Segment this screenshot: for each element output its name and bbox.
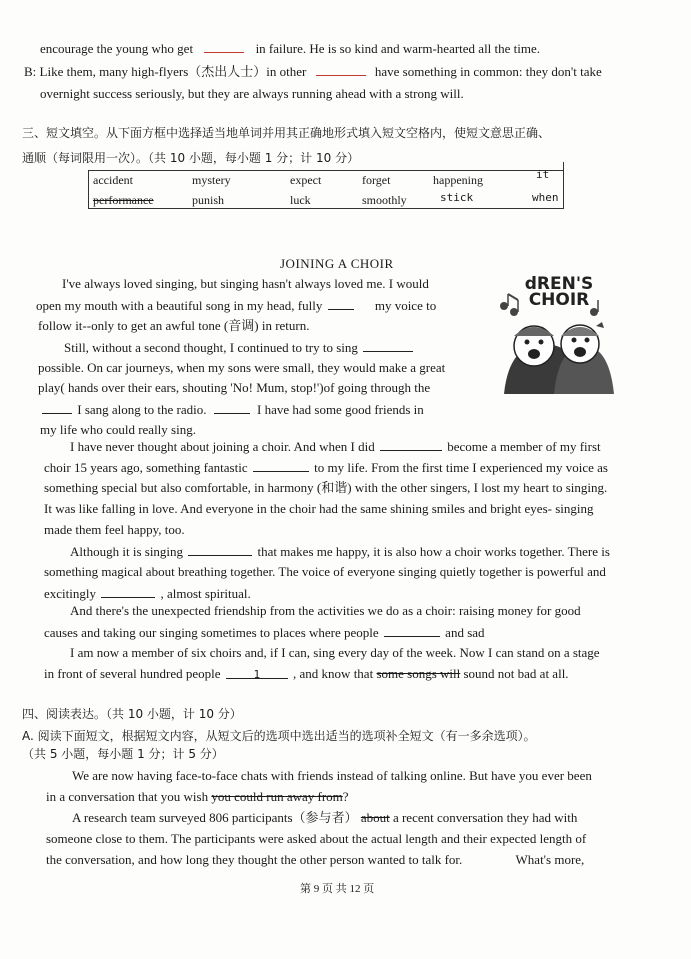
text: and sad (445, 625, 485, 640)
passage-line: I am now a member of six choirs and, if I can, sing every day of the week. Now I can stand on a stage (70, 645, 600, 660)
word-option: happening (433, 173, 483, 187)
text: open my mouth with a beautiful song in my head, fully (36, 298, 323, 313)
text: Although it is singing (70, 544, 184, 559)
text: I sang along to the radio. (77, 402, 207, 417)
answer-blank[interactable] (214, 401, 250, 414)
text: sound not bad at all. (463, 666, 569, 681)
text: in a conversation that you wish (46, 789, 209, 804)
section4-heading: 四、阅读表达。（共 10 小题，计 10 分） (22, 707, 242, 721)
text: in front of several hundred people (44, 666, 221, 681)
passage-line (70, 438, 601, 455)
answer-blank[interactable] (226, 666, 288, 679)
passage-line: my life who could really sing. (40, 422, 196, 437)
text: , almost spiritual. (160, 586, 251, 601)
passage-line: made them feel happy, too. (44, 522, 185, 537)
passage-line: something magical about breathing together. The voice of everyone singing quietly together is powerful and (44, 564, 606, 579)
word-box-top (88, 170, 564, 171)
section4-instruction-cont: （共 5 小题，每小题 1 分；计 5 分） (22, 747, 224, 761)
text: a recent conversation they had with (392, 810, 578, 825)
passage-line (70, 543, 610, 560)
word-box-right (563, 162, 564, 208)
passage-line: And there's the unexpected friendship from the activities we do as a choir: raising money for good (70, 603, 581, 618)
text: excitingly (44, 586, 96, 601)
choir-logo-text: dREN'S CHOIR (524, 274, 600, 310)
word-option: mystery (192, 173, 231, 187)
childrens-choir-illustration (484, 274, 614, 394)
answer-blank[interactable] (42, 401, 72, 414)
answer-blank[interactable] (253, 459, 309, 472)
passage-line: It was like falling in love. And everyone in the choir had the same shining smiles and bright eyes- singing (44, 501, 594, 516)
passage-line (36, 297, 436, 314)
word-option: expect (290, 173, 322, 187)
text: Still, without a second thought, I continued to try to sing (64, 340, 358, 355)
passage-line (44, 624, 485, 641)
word-option: smoothly (362, 193, 407, 207)
answer-blank[interactable] (316, 63, 366, 76)
text: that makes me happy, it is also how a choir works together. There is (257, 544, 610, 559)
text: A research team surveyed 806 participants（参与者） (72, 810, 358, 825)
page-number: 第 9 页 共 12 页 (300, 883, 375, 895)
word-option: performance (93, 193, 154, 207)
text: B: Like them, many high-flyers（杰出人士）in other (24, 64, 307, 79)
word-box-bottom (88, 208, 564, 209)
passage-line (44, 459, 608, 476)
passage-line (40, 401, 424, 418)
reading-line: someone close to them. The participants were asked about the actual length and their expected length of (46, 831, 587, 846)
word-box-left (88, 170, 89, 208)
section4-instruction: A. 阅读下面短文，根据短文内容，从短文后的选项中选出适当的选项补全短文（有一多余选项）。 (22, 729, 536, 743)
text: the conversation, and how long they thought the other person wanted to talk for. (46, 852, 463, 867)
struck-text: you could run away from (211, 789, 343, 804)
text: causes and taking our singing sometimes to places where people (44, 625, 379, 640)
text: choir 15 years ago, something fantastic (44, 460, 248, 475)
section3-heading-cont: 通顺（每词限用一次）。（共 10 小题，每小题 1 分；计 10 分） (22, 151, 360, 165)
passage-title: JOINING A CHOIR (280, 256, 394, 271)
dialogue-line (40, 40, 540, 57)
dialogue-line: overnight success seriously, but they are always running ahead with a strong will. (40, 86, 464, 101)
passage-line (64, 339, 415, 356)
answer-blank[interactable] (363, 339, 413, 352)
passage-line (44, 666, 569, 682)
text: to my life. From the first time I experienced my voice as (314, 460, 608, 475)
answer-blank[interactable] (188, 543, 252, 556)
passage-line: I've always loved singing, but singing hasn't always loved me. I would (62, 276, 429, 291)
handwritten-answer: 1 (253, 668, 261, 681)
word-option: it (536, 168, 550, 181)
reading-line: We are now having face-to-face chats with friends instead of talking online. But have you ever been (72, 768, 592, 783)
reading-line (72, 810, 577, 826)
answer-blank[interactable] (328, 297, 354, 310)
answer-blank[interactable] (204, 40, 244, 53)
text: my voice to (374, 298, 437, 313)
word-option: when (532, 191, 559, 204)
passage-line: play( hands over their ears, shouting 'No! Mum, stop!')of going through the (38, 380, 431, 395)
passage-line: possible. On car journeys, when my sons were small, they would make a great (38, 360, 446, 375)
passage-line: follow it--only to get an awful tone (音调) in return. (38, 318, 310, 333)
word-option: punish (192, 193, 225, 207)
answer-blank[interactable] (101, 585, 155, 598)
text: What's more, (515, 852, 585, 867)
reading-line (46, 852, 584, 868)
text: , and know that (293, 666, 374, 681)
word-option: luck (290, 193, 311, 207)
text: become a member of my first (447, 439, 601, 454)
text: ? (342, 789, 349, 804)
answer-blank[interactable] (380, 438, 442, 451)
passage-line: something special but also comfortable, in harmony (和谐) with the other singers, I lost my heart to singing. (44, 480, 608, 495)
reading-line (46, 789, 349, 805)
struck-text: some songs will (376, 666, 461, 681)
word-option: forget (362, 173, 391, 187)
text: encourage the young who get (40, 41, 194, 56)
section3-heading: 三、短文填空。从下面方框中选择适当地单词并用其正确地形式填入短文空格内，使短文意思正确、 (22, 126, 551, 140)
word-option: stick (440, 191, 474, 204)
text: in failure. He is so kind and warm-hearted all the time. (255, 41, 541, 56)
text: I have had some good friends in (257, 402, 424, 417)
text: have something in common: they don't take (374, 64, 602, 79)
answer-blank[interactable] (384, 624, 440, 637)
word-option: accident (93, 173, 133, 187)
struck-text: about (360, 810, 390, 825)
passage-line (44, 585, 251, 602)
dialogue-line (24, 63, 602, 80)
text: I have never thought about joining a choir. And when I did (70, 439, 375, 454)
